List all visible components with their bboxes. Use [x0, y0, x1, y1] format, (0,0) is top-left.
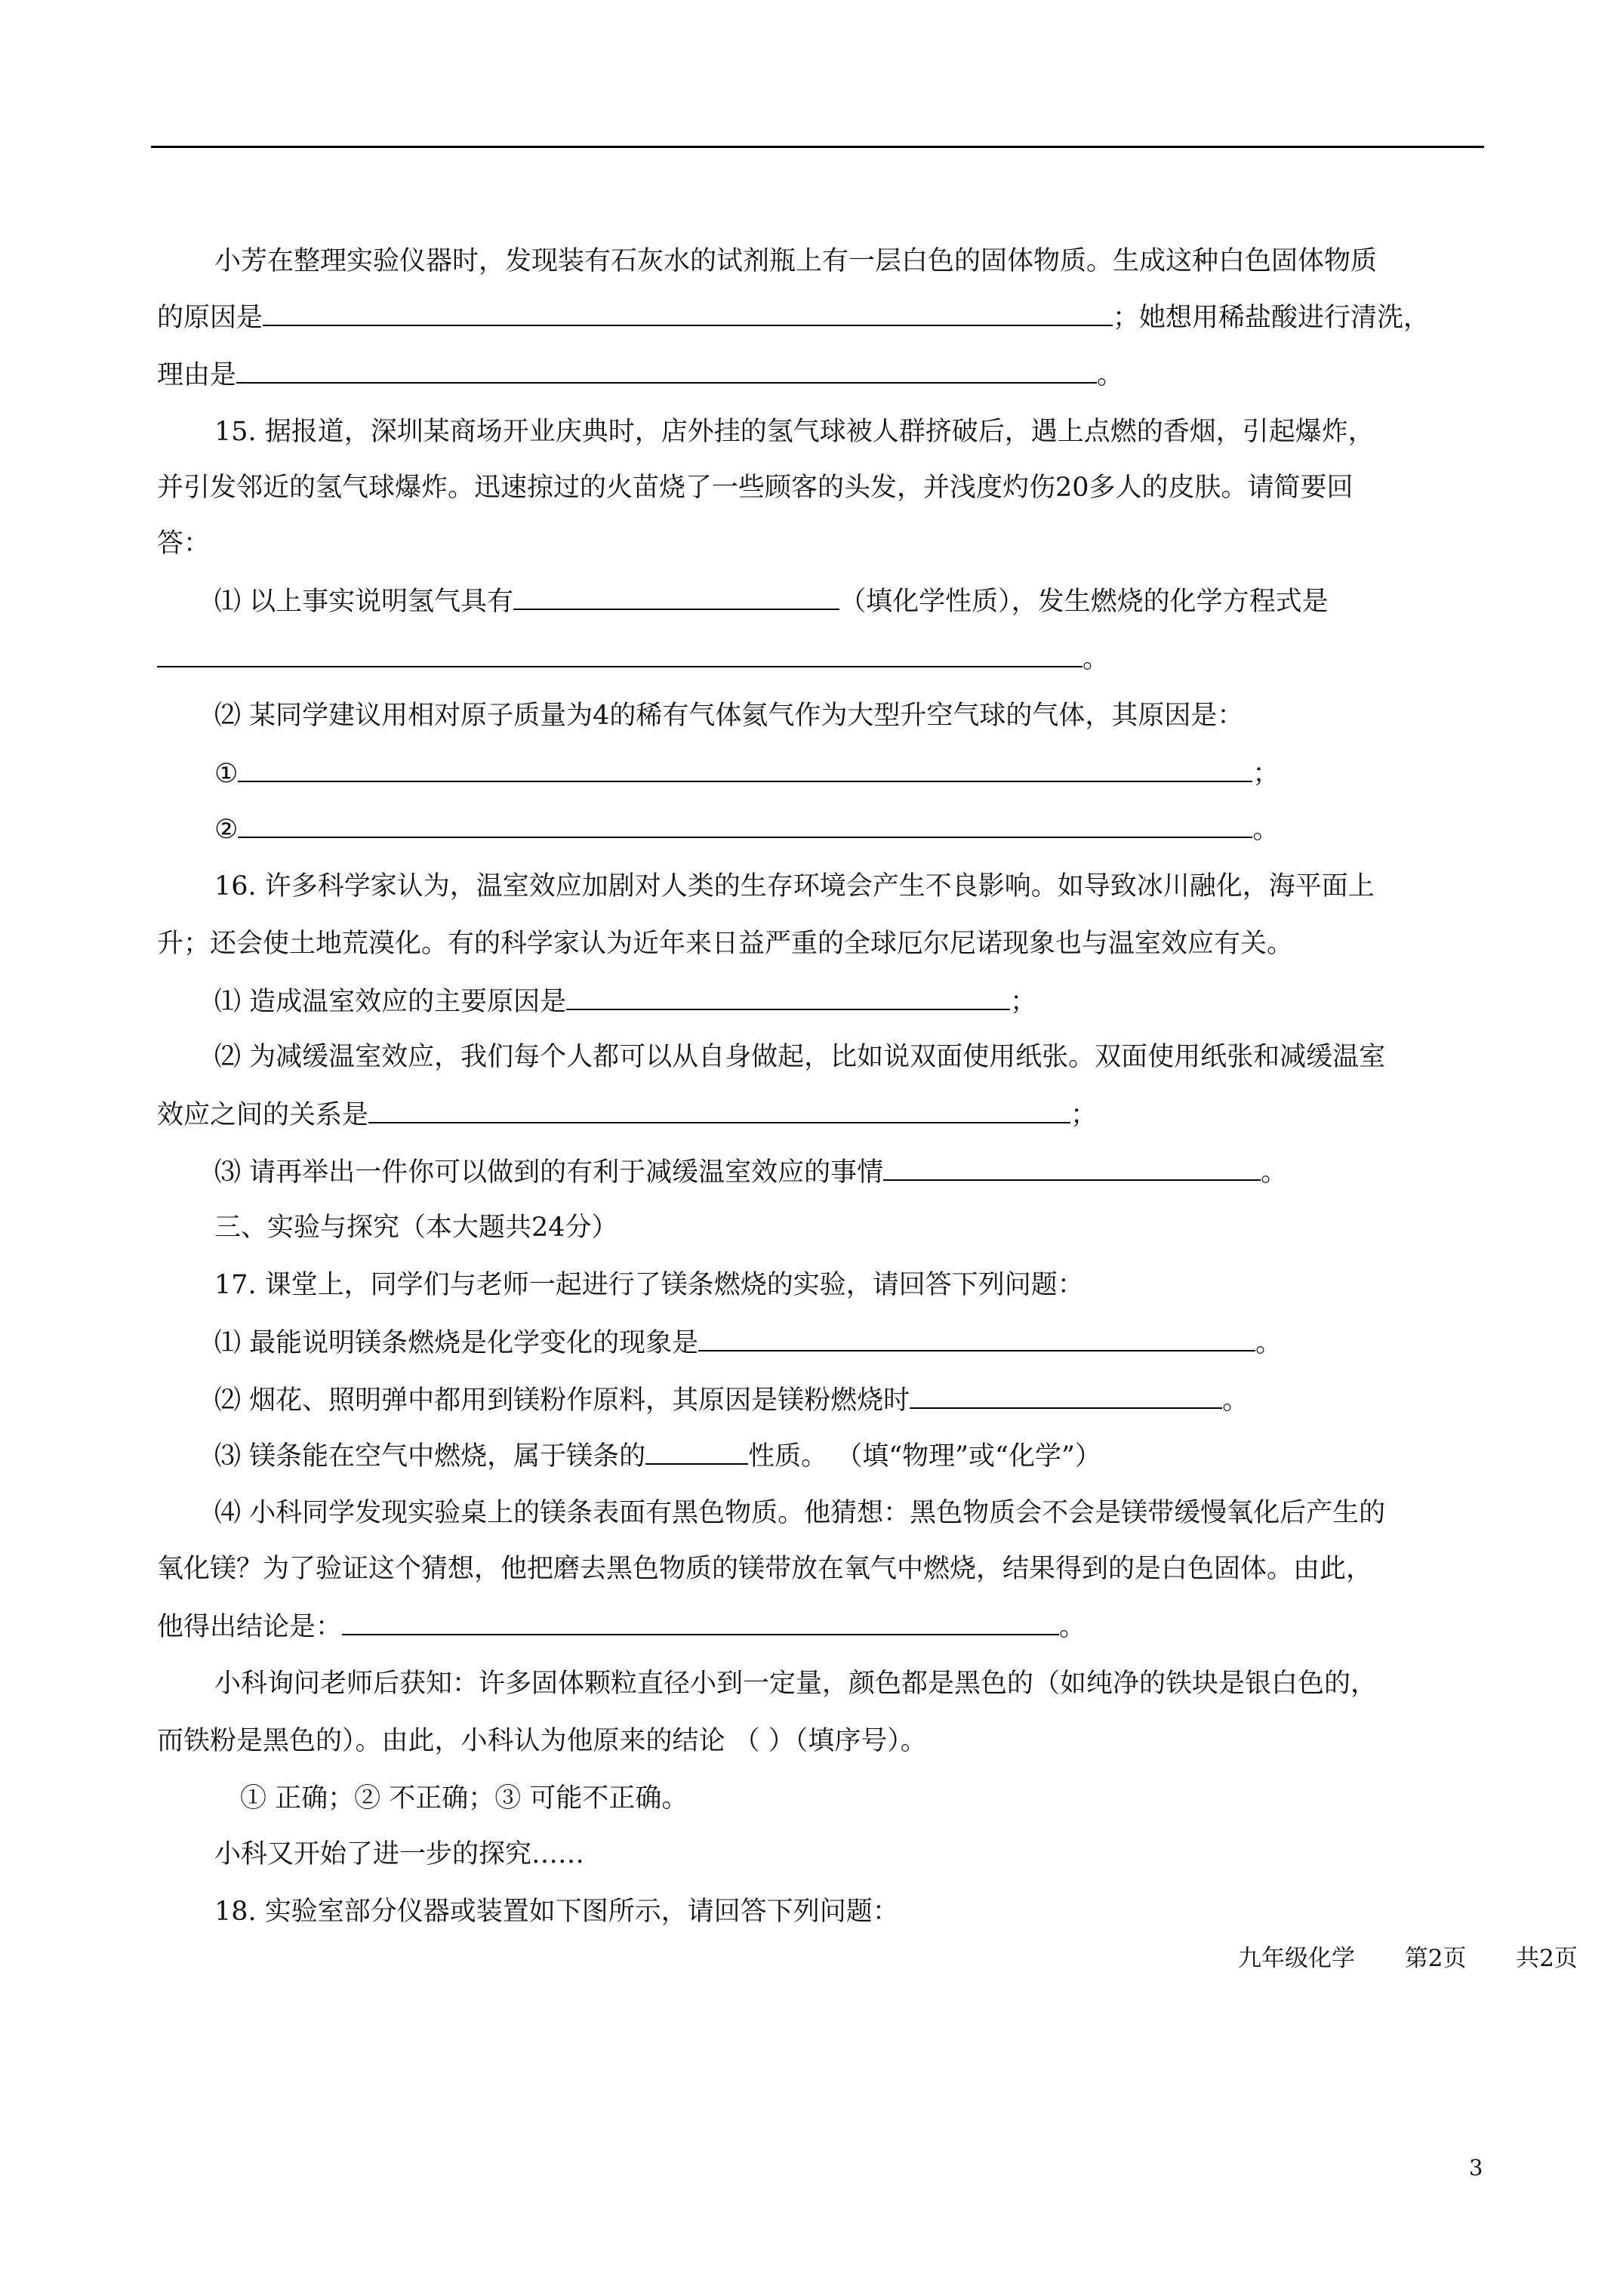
q14-line-3: 理由是 。 [157, 356, 1486, 393]
answer-blank[interactable] [566, 983, 1010, 1010]
header-rule [151, 146, 1484, 148]
q16-part-3: ⑶ 请再举出一件你可以做到的有利于减缓温室效应的事情 。 [214, 1154, 1543, 1191]
q17-part-4-cont: 氧化镁？为了验证这个猜想，他把磨去黑色物质的镁带放在氧气中燃烧，结果得到的是白色固体。由此， [157, 1554, 1373, 1584]
answer-blank[interactable] [342, 1608, 1059, 1635]
q15-line-2: 并引发邻近的氢气球爆炸。迅速掠过的火苗烧了一些顾客的头发，并浅度灼伤20多人的皮肤。请简要回 [157, 473, 1354, 503]
answer-blank[interactable] [238, 755, 1252, 782]
q17-part-5: 小科询问老师后获知：许多固体颗粒直径小到一定量，颜色都是黑色的（如纯净的铁块是银白色的， [214, 1669, 1378, 1699]
page-number: 3 [1469, 2155, 1483, 2180]
answer-blank[interactable] [236, 356, 1097, 384]
section-3-heading: 三、实验与探究（本大题共24分） [214, 1213, 618, 1243]
q17-part-4-conclusion: 他得出结论是： 。 [157, 1608, 1486, 1645]
answer-blank[interactable] [263, 299, 1113, 326]
q14-line-1: 小芳在整理实验仪器时，发现装有石灰水的试剂瓶上有一层白色的固体物质。生成这种白色固体物质 [214, 246, 1378, 276]
answer-blank[interactable] [883, 1154, 1261, 1181]
page-footer [1238, 1942, 1578, 1975]
q17-part-4: ⑷ 小科同学发现实验桌上的镁条表面有黑色物质。他猜想：黑色物质会不会是镁带缓慢氧化后产生的 [214, 1498, 1386, 1528]
q17-part-6: 小科又开始了进一步的探究…… [214, 1839, 585, 1869]
q15-line-1: 15. 据报道，深圳某商场开业庆典时，店外挂的氢气球被人群挤破后，遇上点燃的香烟，引起爆炸， [214, 417, 1375, 447]
q15-part-1: ⑴ 以上事实说明氢气具有 （填化学性质），发生燃烧的化学方程式是 [214, 583, 1543, 620]
q17-part-2: ⑵ 烟花、照明弹中都用到镁粉作原料，其原因是镁粉燃烧时 。 [214, 1382, 1543, 1419]
answer-blank[interactable] [645, 1438, 748, 1465]
answer-blank[interactable] [368, 1096, 1070, 1123]
q15-part-1-equation: 。 [157, 640, 1486, 677]
q17-part-5-cont: 而铁粉是黑色的）。由此，小科认为他原来的结论 （ ）（填序号）。 [157, 1726, 927, 1756]
q17-options: ① 正确；② 不正确；③ 可能不正确。 [240, 1783, 688, 1814]
footer-subject: 九年级化学 [1238, 1945, 1355, 1972]
q17-part-1: ⑴ 最能说明镁条燃烧是化学变化的现象是 。 [214, 1324, 1543, 1361]
q16-part-2-cont: 效应之间的关系是 ； [157, 1096, 1486, 1133]
q16-part-2: ⑵ 为减缓温室效应，我们每个人都可以从自身做起，比如说双面使用纸张。双面使用纸张和减缓温室 [214, 1042, 1386, 1072]
answer-blank[interactable] [157, 640, 1083, 667]
q17-part-3: ⑶ 镁条能在空气中燃烧，属于镁条的 性质。 （填“物理”或“化学”） [214, 1438, 1543, 1475]
q16-line-1: 16. 许多科学家认为，温室效应加剧对人类的生存环境会产生不良影响。如导致冰川融化，海平面上 [214, 871, 1375, 901]
answer-blank[interactable] [698, 1324, 1255, 1351]
q16-line-2: 升；还会使土地荒漠化。有的科学家认为近年来日益严重的全球厄尔尼诺现象也与温室效应有关。 [157, 929, 1294, 959]
q15-line-3: 答： [157, 529, 211, 559]
q17-line-1: 17. 课堂上，同学们与老师一起进行了镁条燃烧的实验，请回答下列问题： [214, 1270, 1084, 1300]
answer-blank[interactable] [238, 811, 1252, 838]
q15-reason-2: ② 。 [214, 811, 1543, 848]
q18-line-1: 18. 实验室部分仪器或装置如下图所示，请回答下列问题： [214, 1897, 899, 1927]
footer-page: 第2页 [1404, 1945, 1467, 1972]
q16-part-1: ⑴ 造成温室效应的主要原因是 ； [214, 983, 1543, 1020]
answer-blank[interactable] [513, 583, 839, 610]
answer-blank[interactable] [910, 1382, 1222, 1409]
footer-total: 共2页 [1516, 1945, 1578, 1972]
q14-line-2: 的原因是 ；她想用稀盐酸进行清洗， [157, 299, 1486, 336]
q15-part-2: ⑵ 某同学建议用相对原子质量为4的稀有气体氦气作为大型升空气球的气体，其原因是： [214, 701, 1244, 731]
q15-reason-1: ① ； [214, 755, 1543, 792]
